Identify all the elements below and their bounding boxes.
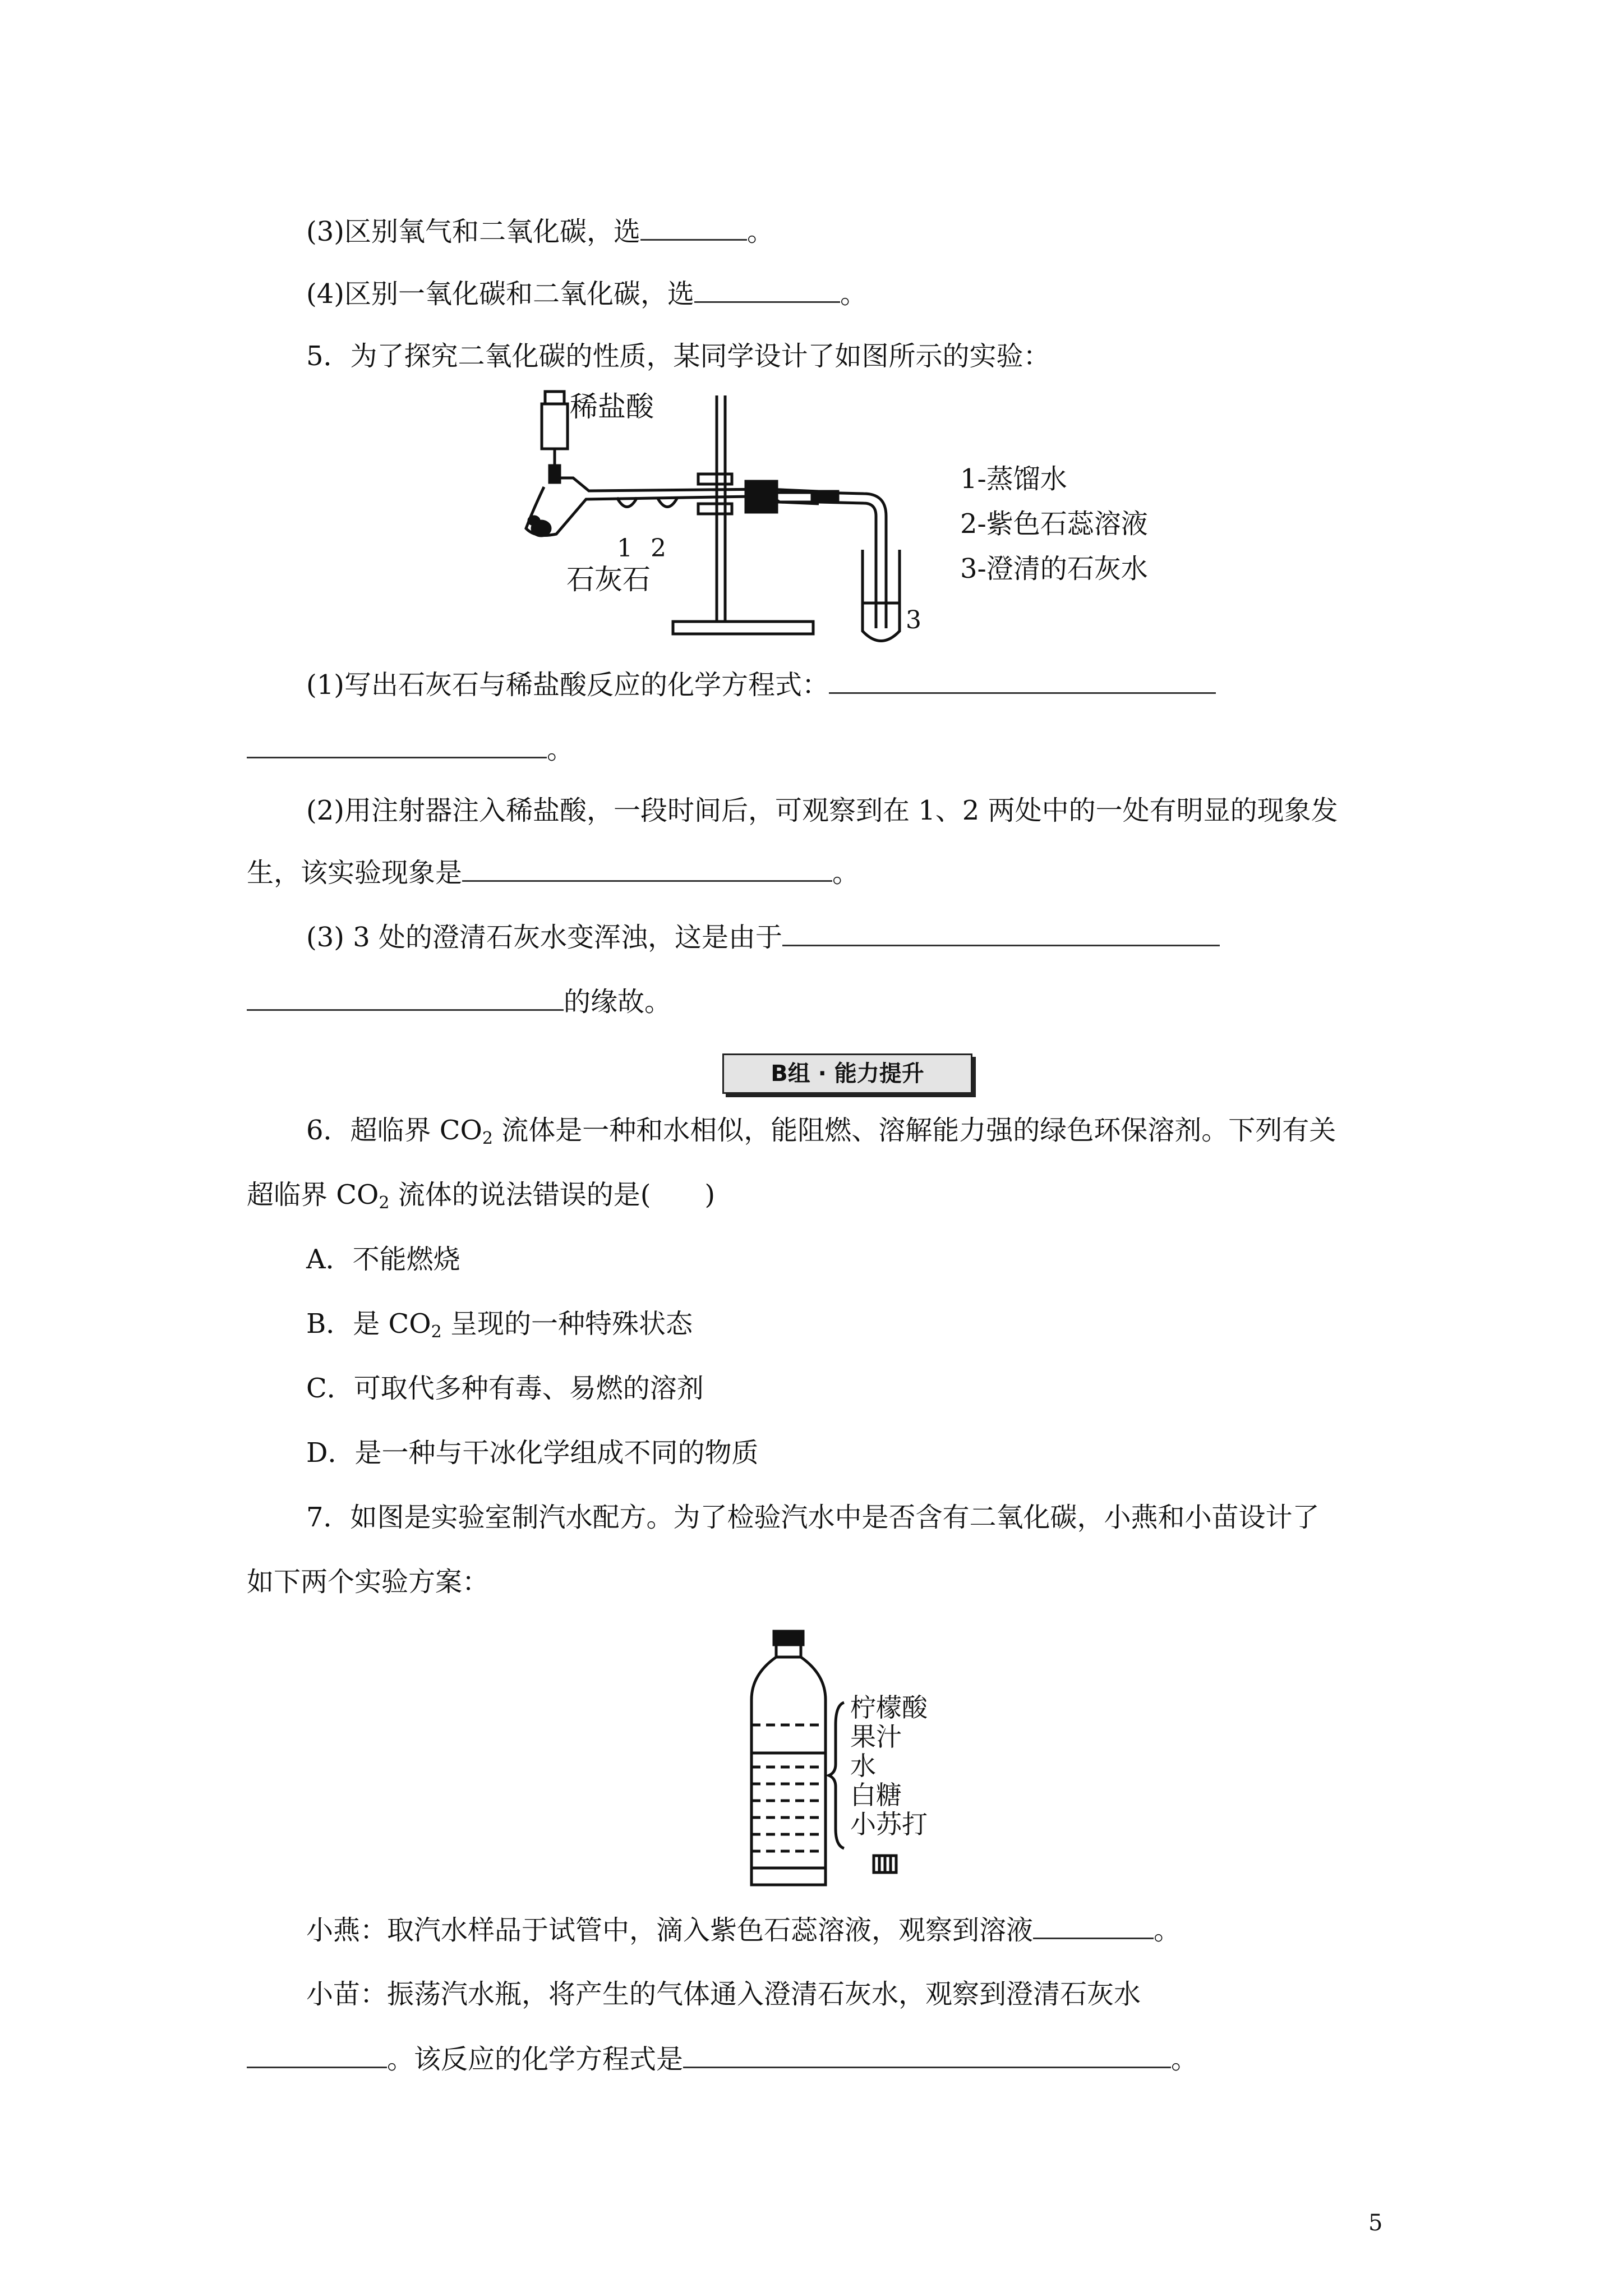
q7-xiaomiao-cont: 。该反应的化学方程式是 。 — [247, 2042, 1198, 2076]
ingredient-water: 水 — [850, 1751, 876, 1781]
q5-sub2-cont: 生，该实验现象是 。 — [247, 855, 859, 890]
mark-2: 2 — [651, 534, 666, 563]
q5-sub1: (1)写出石灰石与稀盐酸反应的化学方程式： — [306, 668, 1216, 702]
soda-bottle-figure — [729, 1627, 976, 1890]
q6-option-b: B．是 $CO_2$ 呈现的一种特殊状态 — [306, 1308, 693, 1342]
q6-option-a: A．不能燃烧 — [306, 1244, 460, 1275]
q5-sub1-cont: 。 — [247, 732, 574, 766]
legend-distilled-water: 1-蒸馏水 — [960, 463, 1067, 495]
answer-blank[interactable] — [462, 855, 832, 882]
label-dilute-hcl: 稀盐酸 — [570, 390, 654, 423]
q5-sub3: (3) 3 处的澄清石灰水变浑浊，这是由于 — [306, 920, 1220, 954]
label-limestone: 石灰石 — [566, 563, 651, 596]
q7-xiaoyan: 小燕：取汽水样品于试管中，滴入紫色石蕊溶液，观察到溶液 。 — [306, 1913, 1181, 1947]
answer-blank[interactable] — [1033, 1913, 1154, 1939]
answer-blank[interactable] — [247, 984, 564, 1011]
ingredient-sugar: 白糖 — [850, 1780, 902, 1810]
q5-stem: 5．为了探究二氧化碳的性质，某同学设计了如图所示的实验： — [306, 341, 1050, 372]
mark-3: 3 — [906, 606, 921, 634]
answer-blank[interactable] — [247, 732, 547, 758]
q6-stem-line2: 超临界 $CO_2$ 流体的说法错误的是( ) — [247, 1179, 716, 1213]
mark-1: 1 — [617, 534, 633, 563]
ingredient-juice: 果汁 — [850, 1722, 902, 1752]
q6-option-d: D．是一种与干冰化学组成不同的物质 — [306, 1437, 759, 1469]
q4-item3: (3)区别氧气和二氧化碳，选 。 — [306, 214, 774, 249]
q4-item4: (4)区别一氧化碳和二氧化碳，选 。 — [306, 277, 867, 311]
answer-blank[interactable] — [640, 214, 747, 241]
answer-blank[interactable] — [694, 277, 840, 303]
co2-apparatus-figure — [505, 381, 1206, 651]
q7-stem-line2: 如下两个实验方案： — [247, 1566, 490, 1598]
legend-litmus: 2-紫色石蕊溶液 — [960, 508, 1148, 540]
ingredient-citric-acid: 柠檬酸 — [850, 1692, 928, 1723]
ingredient-baking-soda: 小苏打 — [850, 1809, 928, 1839]
page-number: 5 — [1368, 2210, 1383, 2236]
answer-blank[interactable] — [829, 668, 1216, 694]
q5-sub3-cont: 的缘故。 — [247, 984, 671, 1019]
legend-limewater: 3-澄清的石灰水 — [960, 553, 1148, 585]
answer-blank[interactable] — [683, 2042, 1171, 2068]
q7-stem-line1: 7．如图是实验室制汽水配方。为了检验汽水中是否含有二氧化碳，小燕和小苗设计了 — [306, 1502, 1320, 1533]
answer-blank[interactable] — [782, 920, 1220, 946]
q7-xiaomiao: 小苗：振荡汽水瓶，将产生的气体通入澄清石灰水，观察到澄清石灰水 — [306, 1978, 1141, 2010]
answer-blank[interactable] — [247, 2042, 387, 2068]
section-b-banner: B组 · 能力提升 — [722, 1053, 972, 1094]
q6-stem-line1: 6．超临界 $CO_2$ 流体是一种和水相似，能阻燃、溶解能力强的绿色环保溶剂。下列有关 — [306, 1115, 1336, 1148]
q5-sub2: (2)用注射器注入稀盐酸，一段时间后，可观察到在 1、2 两处中的一处有明显的现象发 — [306, 795, 1338, 826]
q6-option-c: C．可取代多种有毒、易燃的溶剂 — [306, 1373, 704, 1404]
